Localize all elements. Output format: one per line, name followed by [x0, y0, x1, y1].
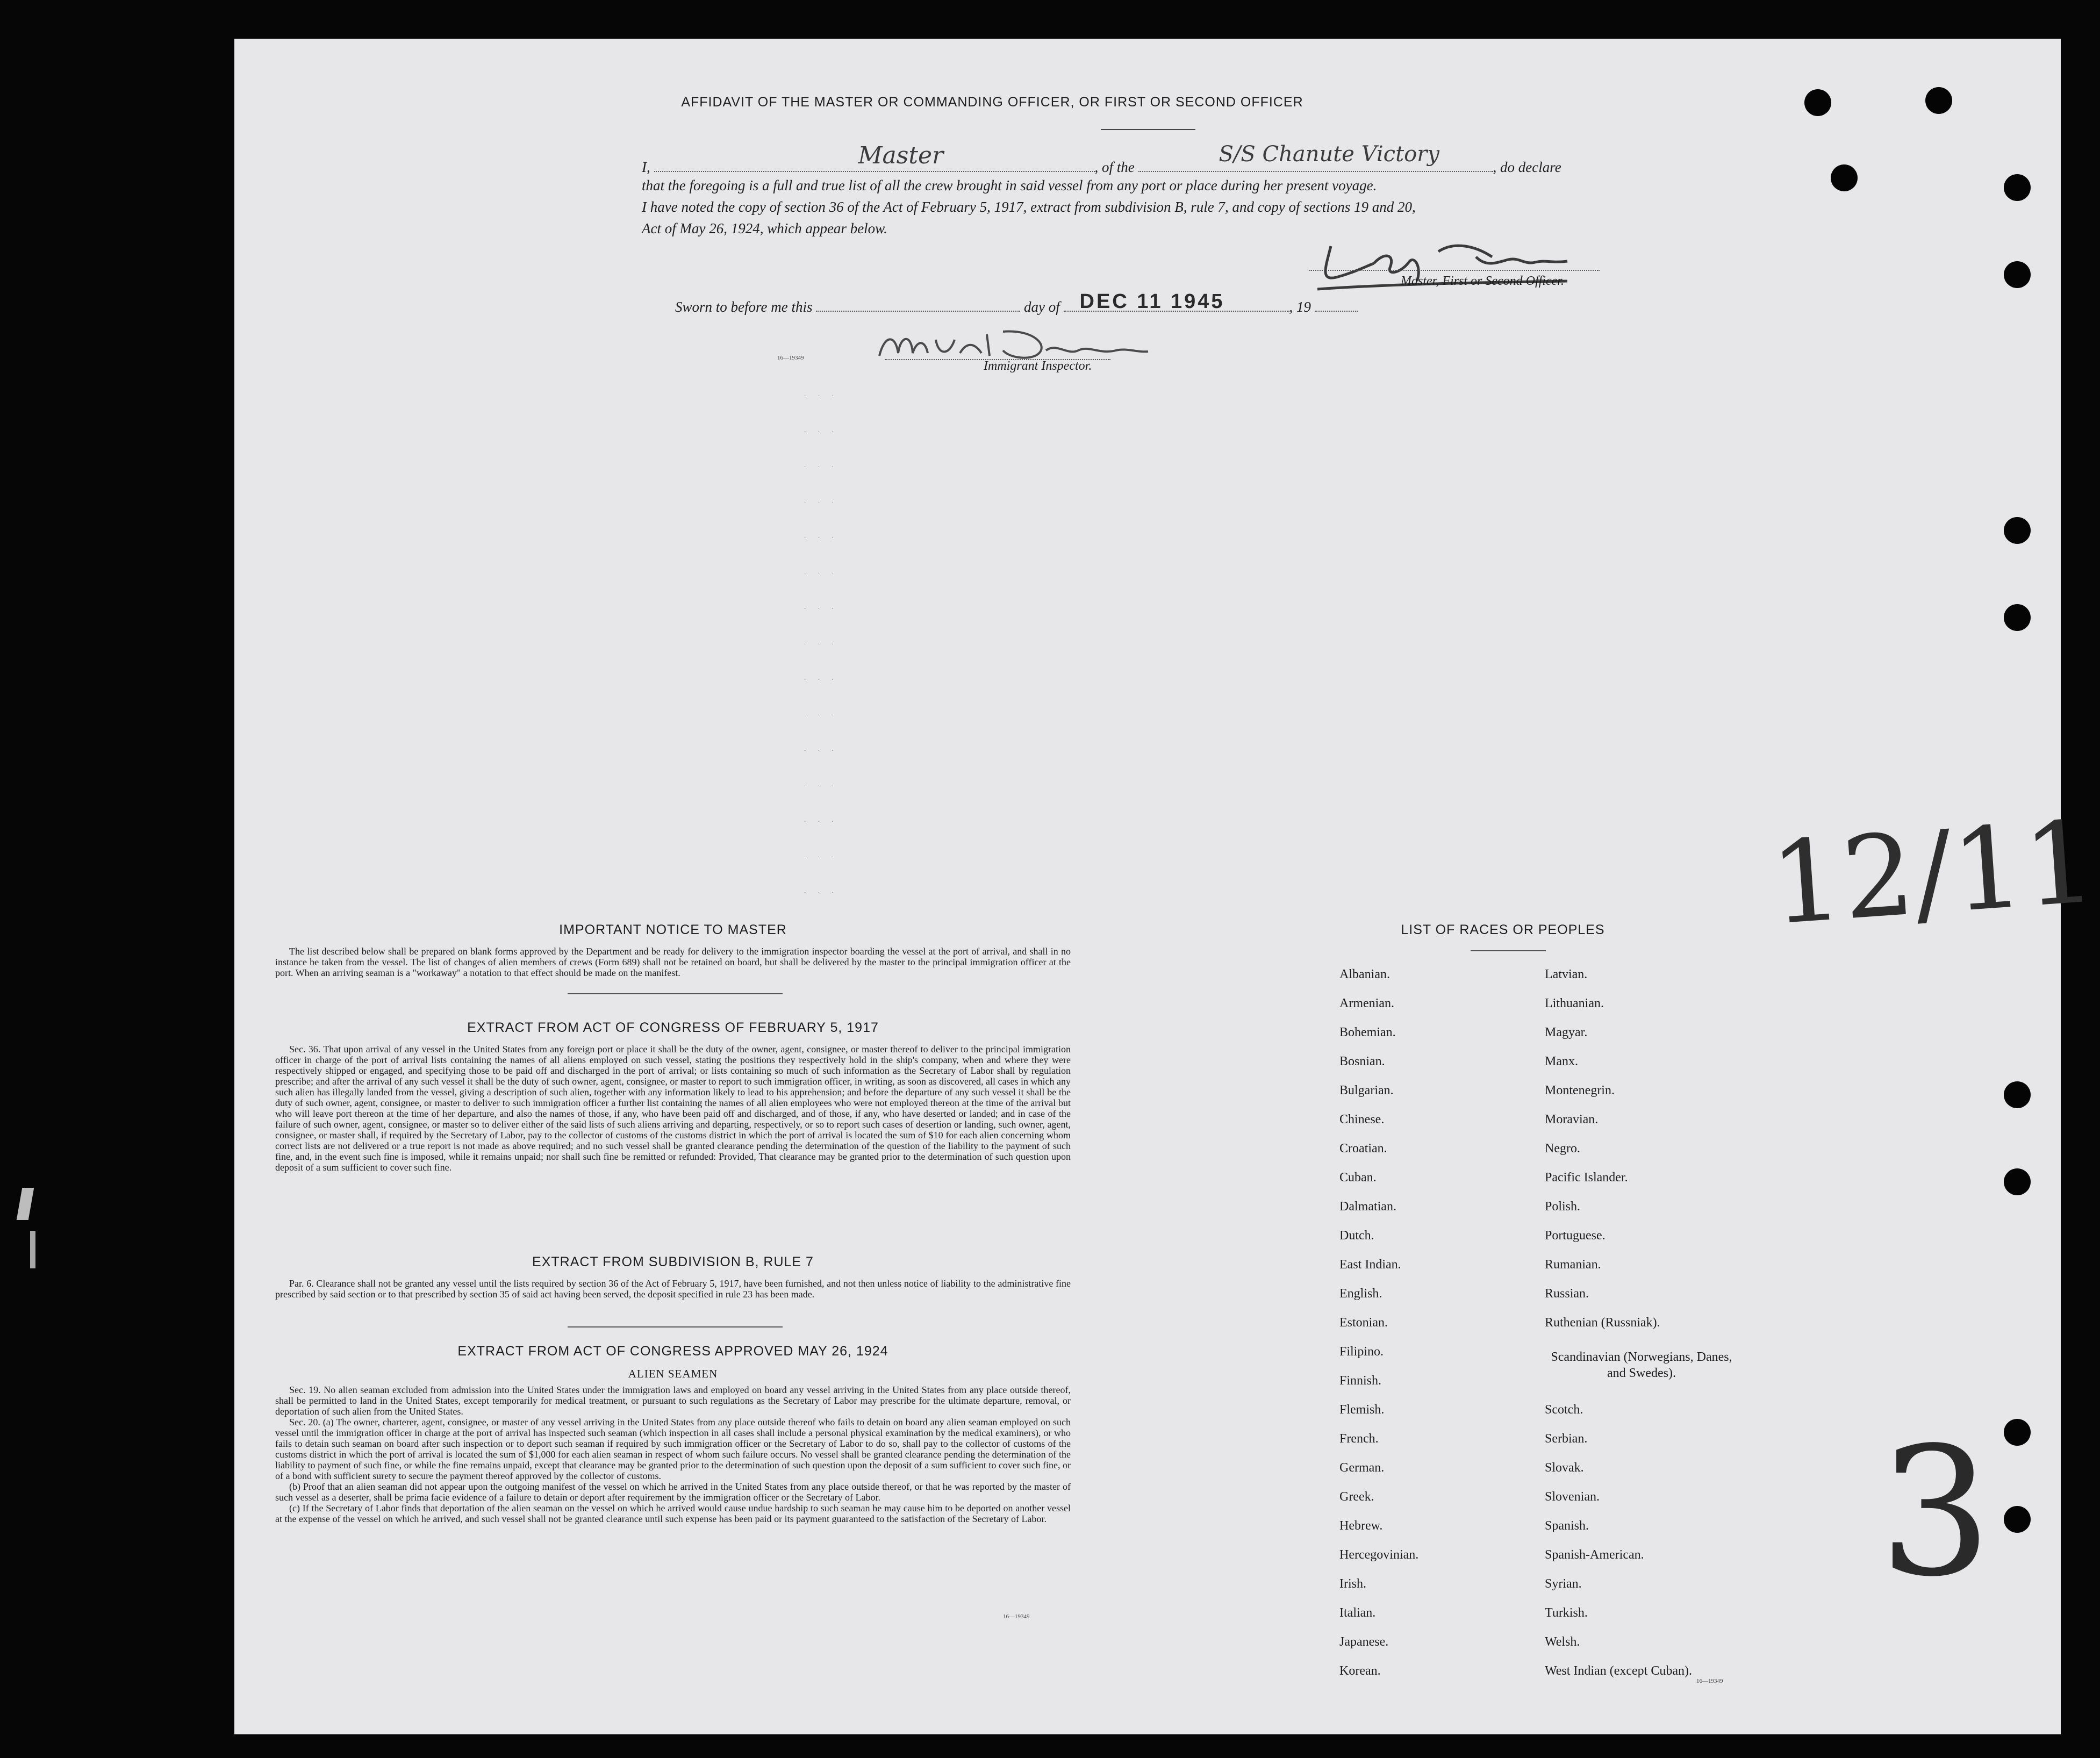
race-item: Bosnian.	[1339, 1054, 1385, 1068]
race-item: Latvian.	[1545, 967, 1588, 981]
punch-hole	[2004, 1168, 2031, 1195]
race-item: English.	[1339, 1287, 1382, 1301]
notice-body	[275, 946, 1071, 978]
race-item: Lithuanian.	[1545, 996, 1604, 1010]
punch-hole	[1831, 164, 1858, 191]
race-item: Japanese.	[1339, 1635, 1389, 1649]
race-item: Portuguese.	[1545, 1229, 1606, 1243]
year-field	[1315, 296, 1358, 312]
race-item: Estonian.	[1339, 1316, 1388, 1330]
signature-caption: Master, First or Second Officer.	[1401, 274, 1564, 288]
race-item: West Indian (except Cuban).	[1545, 1664, 1692, 1678]
race-item: German.	[1339, 1461, 1385, 1475]
act-1917-title: EXTRACT FROM ACT OF CONGRESS OF FEBRUARY 5, 1917	[467, 1020, 879, 1035]
race-item: Pacific Islander.	[1545, 1171, 1628, 1185]
race-item: Rumanian.	[1545, 1258, 1601, 1272]
act-1924-body	[275, 1384, 1071, 1524]
form-number-small: 16—19349	[1696, 1678, 1723, 1684]
rank-field	[654, 142, 1095, 172]
race-item: Irish.	[1339, 1577, 1366, 1591]
race-item: Polish.	[1545, 1200, 1581, 1214]
declaration-line-1	[642, 142, 1561, 176]
title-rule	[1101, 129, 1195, 130]
date-stamp: DEC 11 1945	[1079, 290, 1225, 313]
race-item: Albanian.	[1339, 967, 1390, 981]
sec-19-paragraph: Sec. 19. No alien seaman excluded from admission into the United States under the immigration laws and employed on board any vessel arriving in the United States from any place outside thereof, shall be permitted to land in the United States, except temporarily for medical treatment, or pursuant to such regulations as the Secretary of Labor may prescribe for the ultimate departure, removal, or deportation of such alien from the United States.	[275, 1384, 1071, 1417]
do-declare-label: , do declare	[1493, 159, 1561, 175]
race-item: Slovenian.	[1545, 1490, 1600, 1504]
race-item: Bohemian.	[1339, 1025, 1396, 1039]
rule-7-body	[275, 1278, 1071, 1300]
vessel-field	[1138, 142, 1493, 172]
punch-hole	[2004, 517, 2031, 544]
handwritten-page-number: 3	[1879, 1409, 1992, 1616]
punch-hole	[2004, 1506, 2031, 1533]
punch-hole	[2004, 261, 2031, 288]
binding-mark	[17, 1188, 34, 1220]
race-item: Syrian.	[1545, 1577, 1582, 1591]
race-item: Korean.	[1339, 1664, 1381, 1678]
binding-mark	[30, 1231, 35, 1268]
race-item: Russian.	[1545, 1287, 1589, 1301]
sworn-label: Sworn to before me this	[675, 299, 813, 315]
declaration-line-3: I have noted the copy of section 36 of the Act of February 5, 1917, extract from subdivision B, rule 7, and copy of sections 19 and 20,	[642, 199, 1416, 215]
race-item: Scotch.	[1545, 1403, 1583, 1417]
punch-hole	[2004, 174, 2031, 201]
race-item: Hebrew.	[1339, 1519, 1383, 1533]
race-item: Turkish.	[1545, 1606, 1588, 1620]
race-item: Cuban.	[1339, 1171, 1377, 1185]
day-field	[816, 296, 1020, 312]
race-item: Armenian.	[1339, 996, 1394, 1010]
race-item: Croatian.	[1339, 1142, 1387, 1156]
affidavit-form-page: AFFIDAVIT OF THE MASTER OR COMMANDING OFFICER, OR FIRST OR SECOND OFFICER I, Master , of the S/S Chanute Victory , do declare that the foregoing is a full and true list of all the crew brought in said vessel from any port or place during her present voyage. I have noted the copy of section 36 of the Act of February 5, 1917, extract from subdivision B, rule 7, and copy of sections 19 and 20, Act of May 26, 1924, which appear below. Master, First or Second Officer. Sworn to before me this day of DEC 11 1945 , 19 16—19349 Immigrant Inspector. · · · · · · · · · · · · · · · · · · · · · · · · · · · · · · · · · · · · · · · · · · · · · 12/11 3 IMPORTANT NOTICE TO MASTER The list described below shall be prepared on blank forms approved by the Department and be ready for delivery to the immigration inspector boarding the vessel at the port of arrival, and shall in no instance be taken from the vessel. The list of changes of alien members of crews (Form 689) shall not be retained on board, but shall be delivered by the master to the principal immigration officer at the port. When an arriving seaman is a "workaway" a notation to that effect should be made on the manifest. EXTRACT FROM ACT OF CONGRESS OF FEBRUARY 5, 1917 Sec. 36. That upon arrival of any vessel in the United States from any foreign port or place it shall be the duty of the owner, agent, consignee, or master thereof to deliver to the principal immigration officer in charge of the port of arrival lists containing the names of all aliens employed on such vessel, stating the positions they respectively hold in the ship's company, when and where they were respectively shipped or engaged, and specifying those to be paid off and discharged in the port of arrival; or lists containing so much of such information as the Secretary of Labor shall by regulation prescribe; and after the arrival of any such vessel it shall be the duty of such owner, agent, consignee, or master to report to such immigration officer, in writing, as soon as discovered, all cases in which any such alien has illegally landed from the vessel, giving a description of such alien, together with any information likely to lead to his apprehension; and before the departure of any such vessel it shall be the duty of such owner, agent, consignee, or master to deliver to such immigration officer a further list containing the names of all alien employees who were not employed thereon at the time of the arrival but who will leave port thereon at the time of her departure, and also the names of those, if any, who have been paid off and discharged, and of those, if any, who have deserted or landed; and in case of the failure of such owner, agent, consignee, or master so to deliver either of the said lists of such aliens arriving and departing, respectively, or so to report such cases of desertion or landing, such owner, agent, consignee, or master shall, if required by the Secretary of Labor, pay to the collector of customs of the customs district in which the port of arrival is located the sum of $10 for each alien concerning whom correct lists are not delivered or a true report is not made as above required; and no such vessel shall be granted clearance pending the determination of the question of the liability to the payment of such fine, and, in the event such fine is imposed, while it remains unpaid; nor shall such fine be remitted or refunded: Provided, That clearance may be granted prior to the determination of such question upon deposit of a sum sufficient to cover such fine. EXTRACT FROM SUBDIVISION B, RULE 7 Par. 6. Clearance shall not be granted any vessel until the lists required by section 36 of the Act of February 5, 1917, have been furnished, and not then unless notice of liability to the administrative fine prescribed by said section or to that prescribed by section 35 of said act having been served, the deposit specified in rule 23 has been made. EXTRACT FROM ACT OF CONGRESS APPROVED MAY 26, 1924 ALIEN SEAMEN Sec. 19. No alien seaman excluded from admission into the United States under the immigration laws and employed on board any vessel arriving in the United States from any place outside thereof, shall be permitted to land in the United States, except temporarily for medical treatment, or pursuant to such regulations as the Secretary of Labor may prescribe for the ultimate departure, removal, or deportation of such alien from the United States. Sec. 20. (a) The owner, charterer, agent, consignee, or master of any vessel arriving in the United States from any place outside thereof who fails to detain on board any alien seaman employed on such vessel until the immigration officer in charge at the port of arrival has inspected such seaman (which inspection in all cases shall include a personal physical examination by the medical examiners), or who fails to detain such seaman on board after such inspection or to deport such seaman if required by such immigration officer or the Secretary of Labor to do so, shall pay to the collector of customs of the customs district in which the port of arrival is located the sum of $1,000 for each alien seaman in respect of whom such failure occurs. No vessel shall be granted clearance pending the determination of the liability to payment of such fine, or while the fine remains unpaid, except that clearance may be granted prior to the determination of such question upon the deposit of a sum sufficient to cover such fine, or of a bond with sufficient surety to secure the payment thereof approved by the collector of customs. (b) Proof that an alien seaman did not appear upon the outgoing manifest of the vessel on which he arrived in the United States from any place outside thereof, or that he was reported by the master of such vessel as a deserter, shall be prima facie evidence of a failure to detain or deport after requirement by the immigration officer or the Secretary of Labor. (c) If the Secretary of Labor finds that deportation of the alien seaman on the vessel on which he arrived would cause undue hardship to such seaman he may cause him to be deported on another vessel at the expense of the vessel on which he arrived, and such vessel shall not be granted clearance until such expense has been paid or its payment guaranteed to the satisfaction of the Secretary of Labor. 16—19349 LIST OF RACES OR PEOPLES Albanian. Armenian. Bohemian. Bosnian. Bulgarian. Chinese. Croatian. Cuban. Dalmatian. Dutch. East Indian. English. Estonian. Filipino. Finnish. Flemish. French. German. Greek. Hebrew. Hercegovinian. Irish. Italian. Japanese. Korean. Latvian. Lithuanian. Magyar. Manx. Montenegrin. Moravian. Negro. Pacific Islander. Polish. Portuguese. Rumanian. Russian. Ruthenian (Russniak). Scandinavian (Norwegians, Danes, and Swedes). Scotch. Serbian. Slovak. Slovenian. Spanish. Spanish-American. Syrian. Turkish. Welsh. West Indian (except Cuban). 16—19349	[234, 39, 2061, 1734]
handwritten-date-note: 12/11	[1766, 796, 2100, 950]
sec-20a-paragraph: Sec. 20. (a) The owner, charterer, agent, consignee, or master of any vessel arriving in the United States from any place outside thereof who fails to detain on board any alien seaman employed on such vessel until the immigration officer in charge at the port of arrival has inspected such seaman (which inspection in all cases shall include a personal physical examination by the medical examiners), or who fails to detain such seaman on board after such inspection or to deport such seaman if required by such immigration officer or the Secretary of Labor to do so, shall pay to the collector of customs of the customs district in which the port of arrival is located the sum of $1,000 for each alien seaman in respect of whom such failure occurs. No vessel shall be granted clearance pending the determination of the liability to payment of such fine, or while the fine remains unpaid, except that clearance may be granted prior to the determination of such question upon the deposit of a sum sufficient to cover such fine, or of a bond with sufficient surety to secure the payment thereof approved by the collector of customs.	[275, 1417, 1071, 1481]
sec-20c-paragraph: (c) If the Secretary of Labor finds that deportation of the alien seaman on the vessel on which he arrived would cause undue hardship to such seaman he may cause him to be deported on another vessel at the expense of the vessel on which he arrived, and such vessel shall not be granted clearance until such expense has been paid or its payment guaranteed to the satisfaction of the Secretary of Labor.	[275, 1503, 1071, 1524]
day-of-label: day of	[1024, 299, 1060, 315]
race-item: Ruthenian (Russniak).	[1545, 1316, 1660, 1330]
form-number-small: 16—19349	[777, 355, 804, 361]
affidavit-title: AFFIDAVIT OF THE MASTER OR COMMANDING OFFICER, OR FIRST OR SECOND OFFICER	[681, 95, 1303, 110]
race-item: Serbian.	[1545, 1432, 1588, 1446]
section-rule	[568, 993, 783, 994]
officer-rank-handwriting: Master	[858, 142, 944, 169]
signature-line	[1309, 270, 1600, 271]
race-item: Chinese.	[1339, 1113, 1385, 1126]
races-title: LIST OF RACES OR PEOPLES	[1401, 922, 1605, 937]
race-item: Welsh.	[1545, 1635, 1580, 1649]
race-item: Slovak.	[1545, 1461, 1584, 1475]
race-item: Magyar.	[1545, 1025, 1588, 1039]
notice-paragraph: The list described below shall be prepared on blank forms approved by the Department and be ready for delivery to the immigration inspector boarding the vessel at the port of arrival, and shall in no instance be taken from the vessel. The list of changes of alien members of crews (Form 689) shall not be retained on board, but shall be delivered by the master to the principal immigration officer at the port. When an arriving seaman is a "workaway" a notation to that effect should be made on the manifest.	[275, 946, 1071, 978]
race-item: Spanish.	[1545, 1519, 1589, 1533]
race-item: Flemish.	[1339, 1403, 1385, 1417]
race-item: Manx.	[1545, 1054, 1578, 1068]
vessel-name-handwriting: S/S Chanute Victory	[1219, 142, 1439, 167]
punch-hole	[2004, 604, 2031, 631]
race-item: Scandinavian (Norwegians, Danes, and Swedes).	[1551, 1350, 1732, 1380]
punch-hole	[1804, 89, 1831, 116]
form-number-small: 16—19349	[1003, 1613, 1030, 1620]
race-item: Italian.	[1339, 1606, 1376, 1620]
notice-title: IMPORTANT NOTICE TO MASTER	[559, 922, 787, 937]
declaration-line-2: that the foregoing is a full and true list of all the crew brought in said vessel from any port or place during her present voyage.	[642, 177, 1377, 193]
race-item: Bulgarian.	[1339, 1083, 1394, 1097]
race-item: Moravian.	[1545, 1113, 1599, 1126]
act-1924-title: EXTRACT FROM ACT OF CONGRESS APPROVED MAY 26, 1924	[457, 1344, 888, 1359]
races-rule	[1471, 950, 1546, 951]
inspector-caption: Immigrant Inspector.	[984, 359, 1092, 373]
date-field	[1064, 290, 1289, 313]
race-item: Dalmatian.	[1339, 1200, 1396, 1214]
alien-seamen-subtitle: ALIEN SEAMEN	[628, 1367, 718, 1380]
race-item: Filipino.	[1339, 1345, 1384, 1359]
sworn-line	[675, 290, 1358, 315]
declaration-line-4: Act of May 26, 1924, which appear below.	[642, 220, 887, 236]
race-item: French.	[1339, 1432, 1379, 1446]
punch-hole	[1925, 87, 1952, 114]
sec-20b-paragraph: (b) Proof that an alien seaman did not appear upon the outgoing manifest of the vessel on which he arrived in the United States from any place outside thereof, or that he was reported by the master of such vessel as a deserter, shall be prima facie evidence of a failure to detain or deport after requirement by the immigration officer or the Secretary of Labor.	[275, 1481, 1071, 1503]
race-item: Finnish.	[1339, 1374, 1382, 1388]
rule-7-title: EXTRACT FROM SUBDIVISION B, RULE 7	[532, 1254, 814, 1269]
punch-hole	[2004, 1419, 2031, 1446]
race-item: Spanish-American.	[1545, 1548, 1644, 1562]
race-item: Dutch.	[1339, 1229, 1374, 1243]
of-the-label: , of the	[1094, 159, 1135, 175]
race-item: Negro.	[1545, 1142, 1580, 1156]
year-prefix: , 19	[1289, 299, 1311, 315]
act-1917-body	[275, 1044, 1071, 1173]
section-rule	[568, 1326, 783, 1328]
i-label: I,	[642, 159, 650, 175]
race-item: Greek.	[1339, 1490, 1374, 1504]
punch-hole	[2004, 1081, 2031, 1108]
race-item: Hercegovinian.	[1339, 1548, 1419, 1562]
par-6-paragraph: Par. 6. Clearance shall not be granted any vessel until the lists required by section 36 of the Act of February 5, 1917, have been furnished, and not then unless notice of liability to the administrative fine prescribed by said section or to that prescribed by section 35 of said act having been served, the deposit specified in rule 23 has been made.	[275, 1278, 1071, 1300]
sec-36-paragraph: Sec. 36. That upon arrival of any vessel in the United States from any foreign port or place it shall be the duty of the owner, agent, consignee, or master thereof to deliver to the principal immigration officer in charge of the port of arrival lists containing the names of all aliens employed on such vessel, stating the positions they respectively hold in the ship's company, when and where they were respectively shipped or engaged, and specifying those to be paid off and discharged in the port of arrival; or lists containing so much of such information as the Secretary of Labor shall by regulation prescribe; and after the arrival of any such vessel it shall be the duty of such owner, agent, consignee, or master to report to such immigration officer, in writing, as soon as discovered, all cases in which any such alien has illegally landed from the vessel, giving a description of such alien, together with any information likely to lead to his apprehension; and before the departure of any such vessel it shall be the duty of such owner, agent, consignee, or master to deliver to such immigration officer a further list containing the names of all alien employees who were not employed thereon at the time of the arrival but who will leave port thereon at the time of her departure, and also the names of those, if any, who have been paid off and discharged, and of those, if any, who have deserted or landed; and in case of the failure of such owner, agent, consignee, or master so to deliver either of the said lists of such aliens arriving and departing, respectively, or so to report such cases of desertion or landing, such owner, agent, consignee, or master shall, if required by the Secretary of Labor, pay to the collector of customs of the customs district in which the port of arrival is located the sum of $10 for each alien concerning whom correct lists are not delivered or a true report is not made as above required; and no such vessel shall be granted clearance pending the determination of the question of the liability to the payment of such fine, and, in the event such fine is imposed, while it remains unpaid; nor shall such fine be remitted or refunded: Provided, That clearance may be granted prior to the determination of such question upon deposit of a sum sufficient to cover such fine.	[275, 1044, 1071, 1173]
race-item: Montenegrin.	[1545, 1083, 1615, 1097]
race-item: East Indian.	[1339, 1258, 1401, 1272]
